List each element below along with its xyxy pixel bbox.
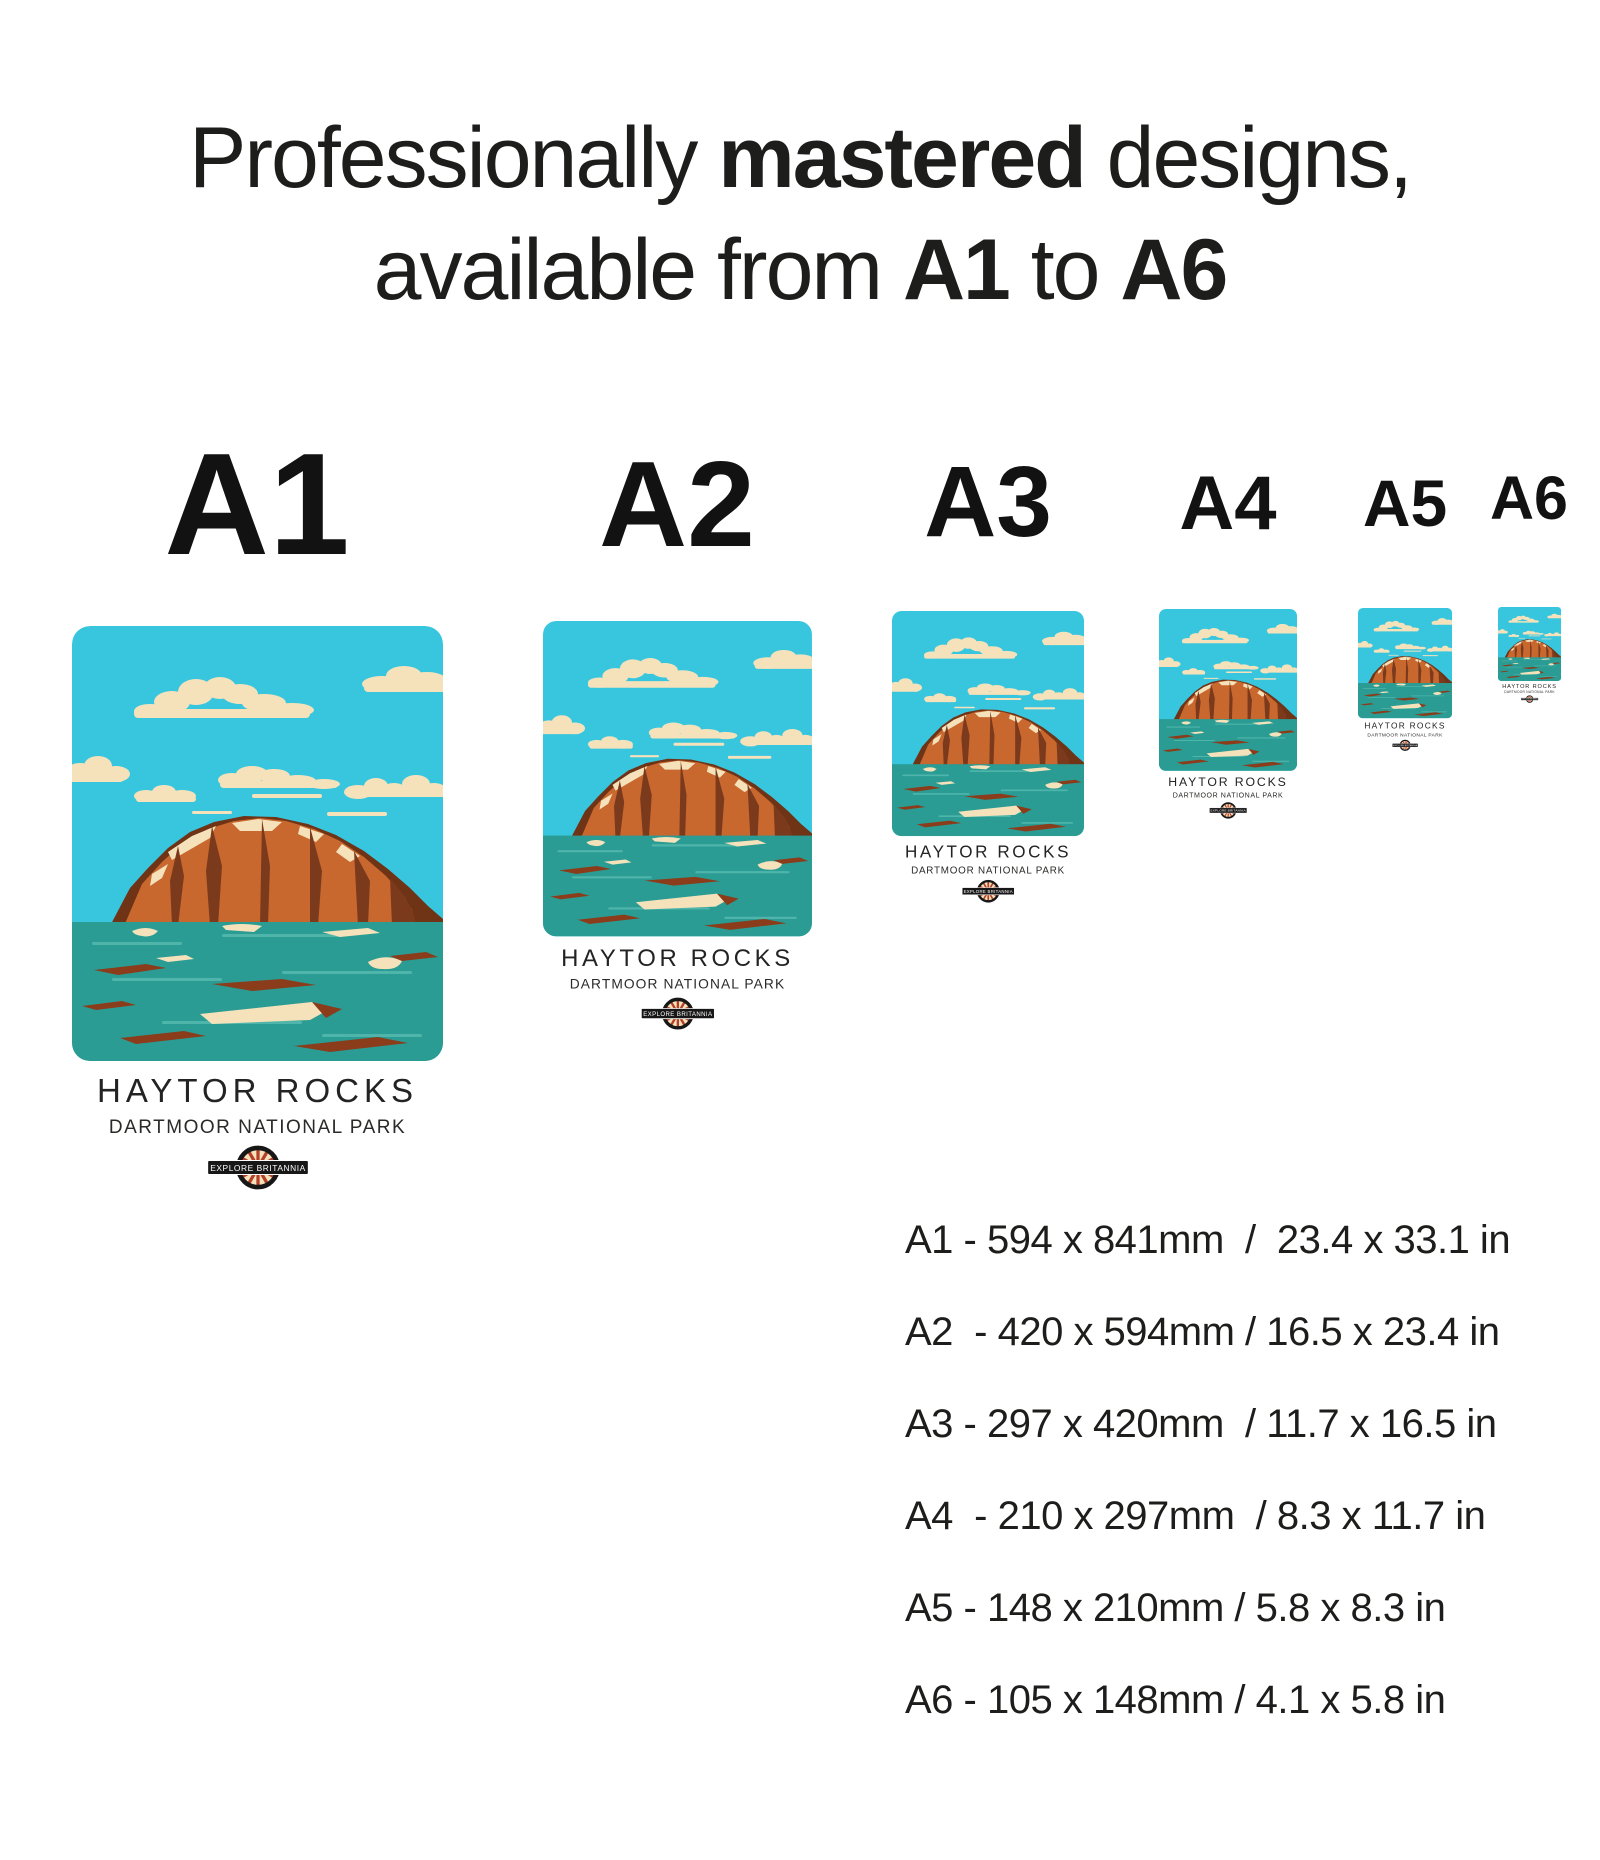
headline-bold-a6: A6 — [1120, 222, 1227, 318]
spec-line-a5: A5 - 148 x 210mm / 5.8 x 8.3 in — [905, 1586, 1446, 1630]
spec-line-a1: A1 - 594 x 841mm / 23.4 x 33.1 in — [905, 1218, 1511, 1262]
headline-bold-a1: A1 — [902, 222, 1009, 318]
poster-a6 — [1498, 607, 1561, 703]
headline-text: available from — [373, 222, 903, 318]
poster-artwork — [543, 621, 812, 936]
poster-subtitle: DARTMOOR NATIONAL PARK — [1172, 791, 1284, 800]
poster-artwork — [72, 626, 443, 1061]
poster-artwork — [1358, 608, 1452, 718]
poster-title: HAYTOR ROCKS — [904, 841, 1072, 861]
explore-britannia-badge — [1391, 739, 1419, 751]
poster-subtitle: DARTMOOR NATIONAL PARK — [569, 976, 786, 993]
headline — [0, 110, 1600, 318]
poster-title: HAYTOR ROCKS — [97, 1072, 418, 1109]
explore-britannia-badge — [637, 997, 718, 1031]
poster-title: HAYTOR ROCKS — [1502, 682, 1557, 690]
headline-text: Professionally — [189, 110, 719, 206]
poster-a4 — [1159, 609, 1297, 819]
spec-line-a2: A2 - 420 x 594mm / 16.5 x 23.4 in — [905, 1310, 1500, 1354]
poster-artwork — [892, 611, 1084, 836]
poster-a5 — [1358, 608, 1452, 751]
poster-a3 — [892, 611, 1084, 903]
poster-subtitle: DARTMOOR NATIONAL PARK — [911, 865, 1065, 876]
explore-britannia-badge — [1520, 695, 1539, 703]
explore-britannia-badge — [959, 879, 1017, 903]
poster-artwork — [1498, 607, 1561, 681]
headline-line-2 — [0, 222, 1600, 318]
size-label-a6: A6 — [1490, 464, 1568, 532]
poster-subtitle: DARTMOOR NATIONAL PARK — [1367, 732, 1443, 738]
headline-line-1 — [0, 110, 1600, 206]
poster-title: HAYTOR ROCKS — [561, 944, 794, 972]
poster-subtitle: DARTMOOR NATIONAL PARK — [108, 1117, 407, 1138]
headline-text: to — [1008, 222, 1121, 318]
spec-line-a3: A3 - 297 x 420mm / 11.7 x 16.5 in — [905, 1402, 1497, 1446]
size-label-a1: A1 — [164, 423, 350, 585]
headline-text: designs, — [1084, 110, 1411, 206]
size-label-a2: A2 — [599, 436, 755, 572]
spec-line-a6: A6 - 105 x 148mm / 4.1 x 5.8 in — [905, 1678, 1446, 1722]
size-label-a3: A3 — [924, 446, 1052, 558]
size-spec-list — [905, 1220, 1510, 1772]
poster-title: HAYTOR ROCKS — [1364, 721, 1446, 731]
poster-a2 — [543, 621, 812, 1031]
poster-subtitle: DARTMOOR NATIONAL PARK — [1504, 690, 1555, 695]
spec-line-a4: A4 - 210 x 297mm / 8.3 x 11.7 in — [905, 1494, 1486, 1538]
explore-britannia-badge — [1207, 802, 1249, 819]
poster-a1 — [72, 626, 443, 1191]
size-label-a4: A4 — [1179, 461, 1277, 546]
size-label-a5: A5 — [1362, 466, 1448, 540]
poster-artwork — [1159, 609, 1297, 771]
headline-bold-mastered: mastered — [718, 110, 1085, 206]
poster-title: HAYTOR ROCKS — [1168, 774, 1288, 789]
explore-britannia-badge — [202, 1144, 314, 1191]
